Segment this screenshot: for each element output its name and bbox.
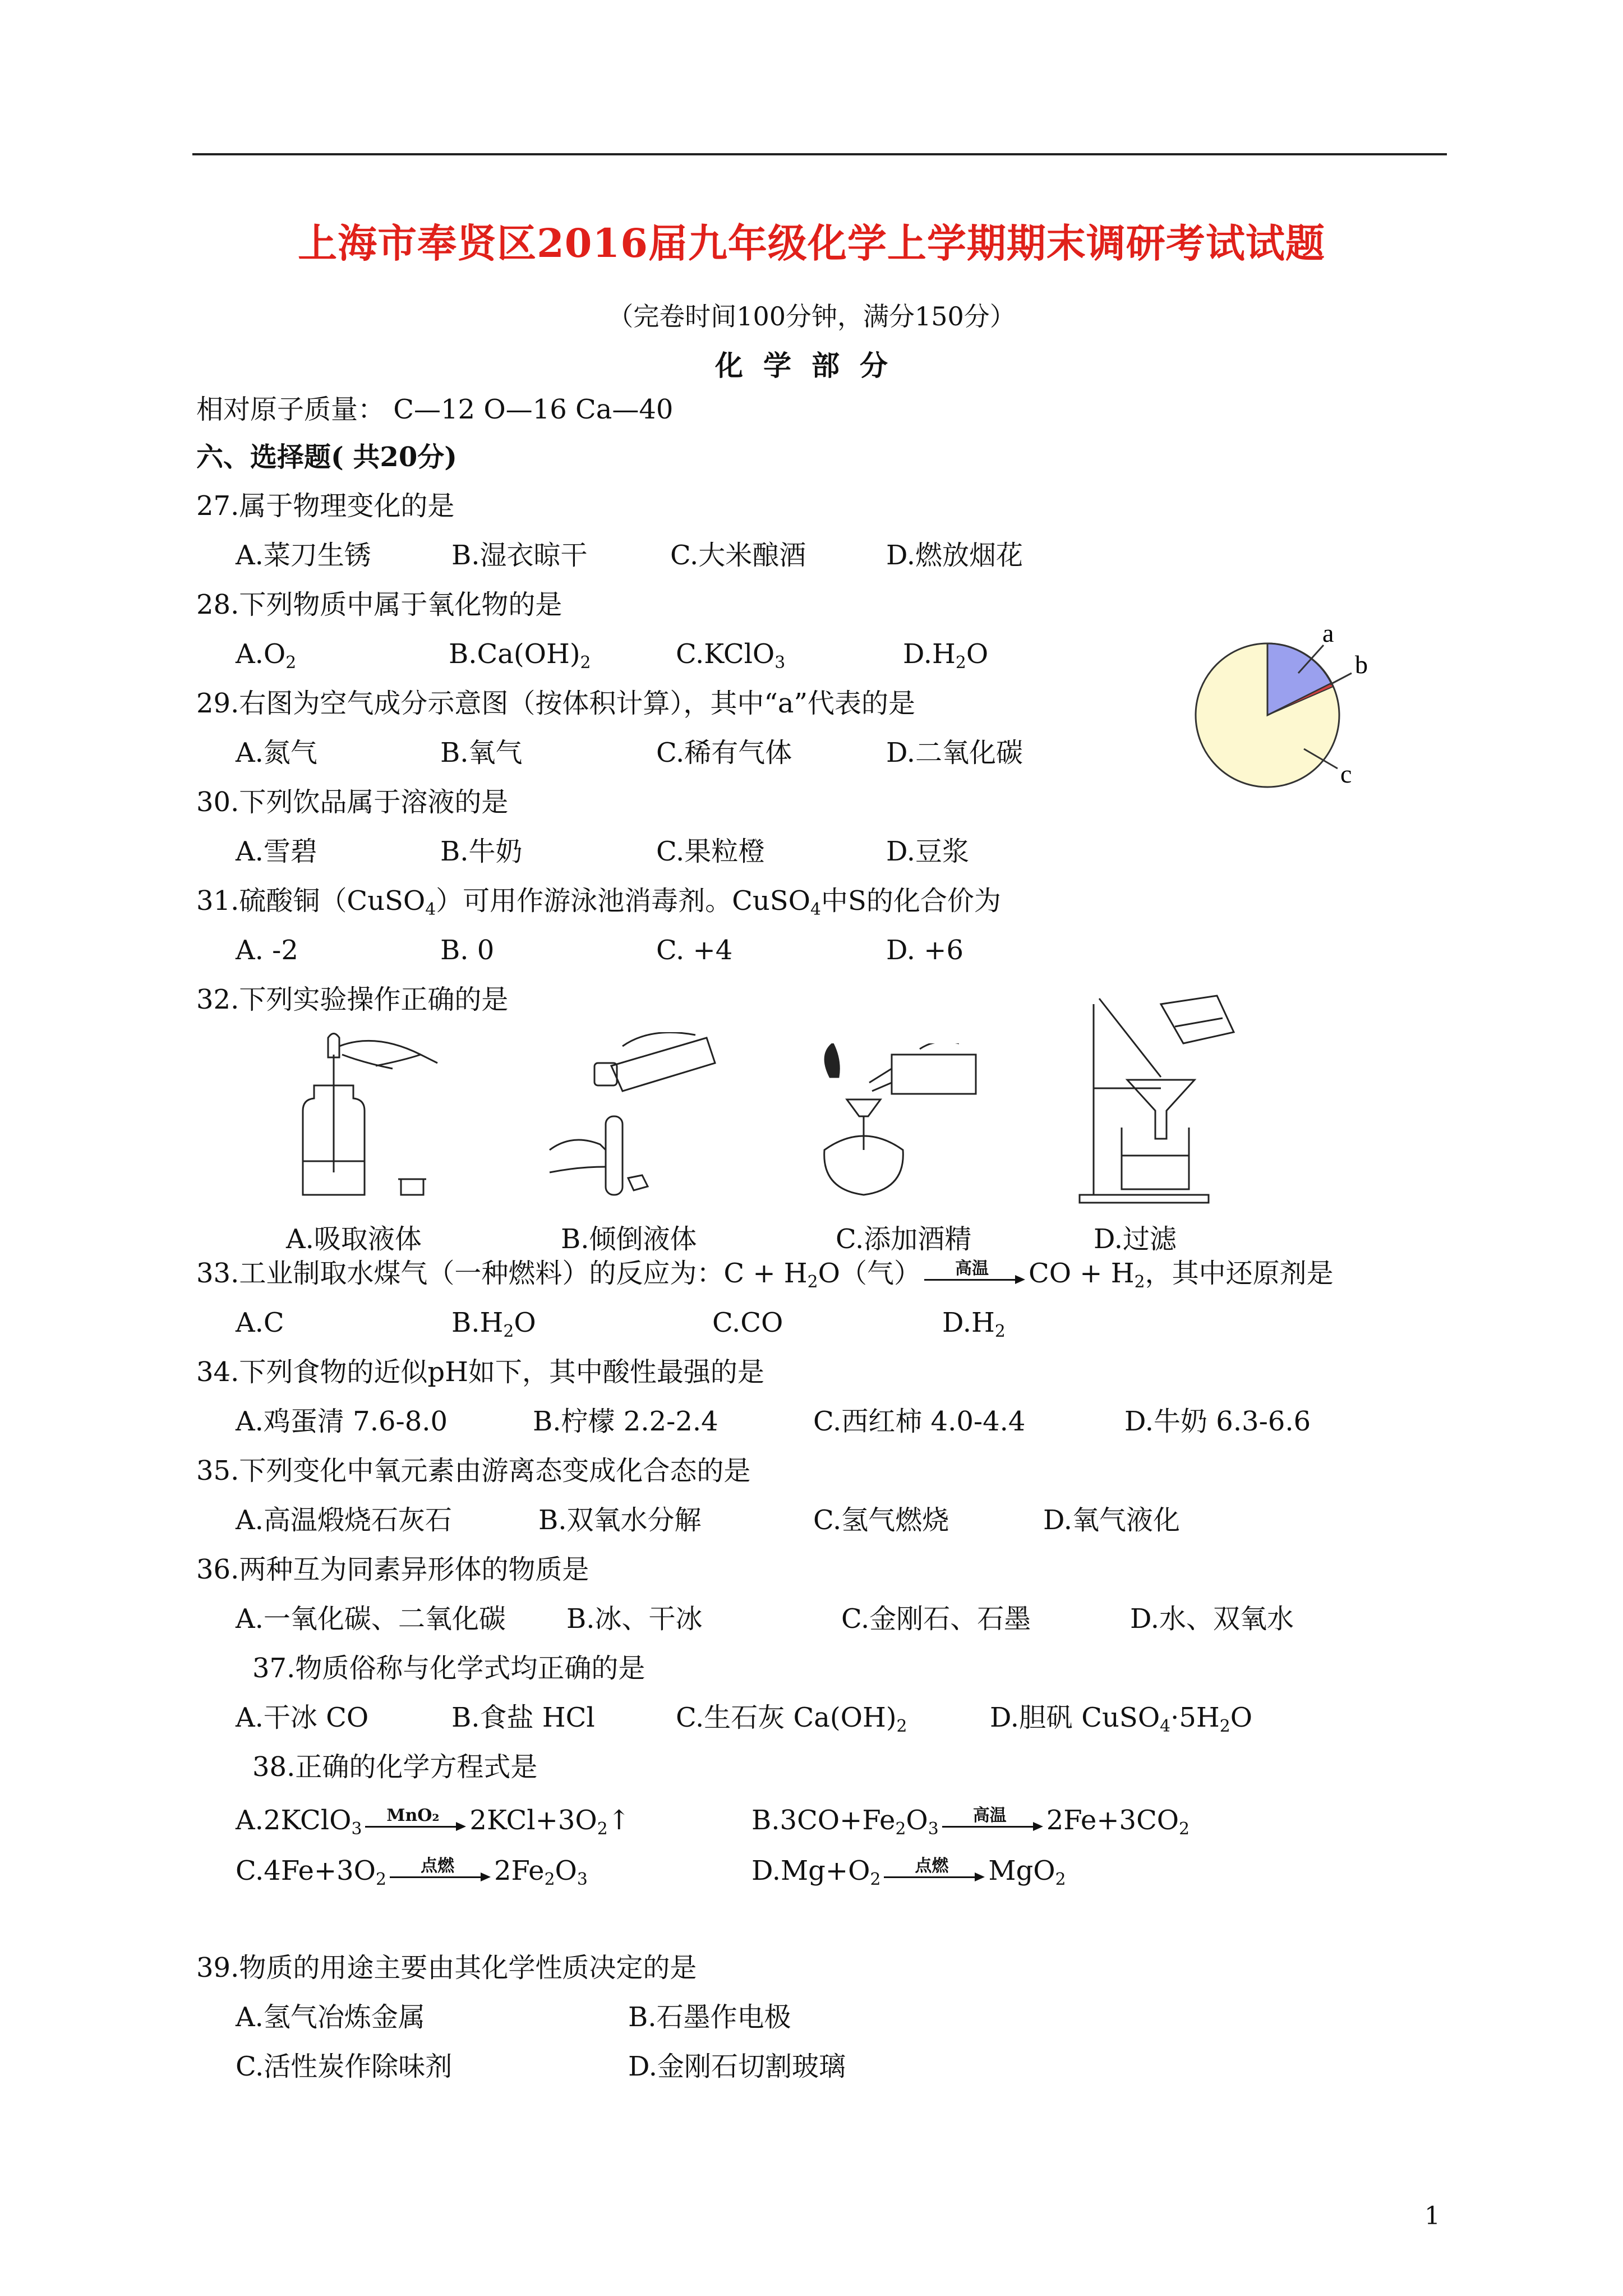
- q32-caption-c: C.添加酒精: [836, 1223, 972, 1255]
- q30-option-a: A.雪碧: [236, 836, 317, 867]
- q33-option-b: $B.H_2O$: [451, 1307, 536, 1341]
- q31-option-a: A. -2: [236, 935, 298, 966]
- q35-stem: 35.下列变化中氧元素由游离态变成化合态的是: [196, 1455, 751, 1487]
- q35-option-b: B.双氧水分解: [538, 1504, 702, 1536]
- header-rule: [192, 153, 1447, 155]
- q34-option-c: C.西红柿 4.0-4.4: [813, 1406, 1026, 1437]
- q28-stem: 28.下列物质中属于氧化物的是: [196, 589, 562, 620]
- exam-subtitle: （完卷时间100分钟，满分150分）: [607, 301, 1016, 332]
- q34-option-a: A.鸡蛋清 7.6-8.0: [236, 1406, 448, 1437]
- q29-option-d: D.二氧化碳: [886, 737, 1023, 769]
- q38-option-c: $C.4Fe+3O_2$ 点燃 $2Fe_2O_3$: [236, 1855, 588, 1889]
- q30-option-d: D.豆浆: [886, 836, 970, 867]
- q33-option-c: C.CO: [712, 1307, 783, 1338]
- q34-option-b: B.柠檬 2.2-2.4: [533, 1406, 718, 1437]
- q39-stem: 39.物质的用途主要由其化学性质决定的是: [196, 1952, 697, 1984]
- q27-option-d: D.燃放烟花: [886, 540, 1023, 571]
- alcohol-lamp-figure: [808, 1043, 998, 1200]
- q36-option-d: D.水、双氧水: [1130, 1603, 1294, 1635]
- q32-caption-a: A.吸取液体: [286, 1223, 422, 1255]
- q35-option-d: D.氧气液化: [1043, 1504, 1181, 1536]
- q37-option-a: A.干冰 CO: [236, 1702, 369, 1733]
- q37-option-c: C.生石灰 $Ca(OH)_2$: [676, 1702, 907, 1736]
- q39-option-a: A.氢气冶炼金属: [236, 2001, 425, 2033]
- q34-stem: 34.下列食物的近似pH如下，其中酸性最强的是: [196, 1356, 764, 1388]
- pouring-liquid-figure: [538, 1032, 729, 1200]
- q27-option-c: C.大米酿酒: [670, 540, 806, 571]
- q36-option-a: A.一氧化碳、二氧化碳: [236, 1603, 506, 1635]
- pie-label-a: a: [1322, 628, 1334, 647]
- q30-option-c: C.果粒橙: [656, 836, 766, 867]
- q29-option-a: A.氮气: [236, 737, 317, 769]
- reaction-arrow: MnO₂: [365, 1811, 466, 1834]
- q30-stem: 30.下列饮品属于溶液的是: [196, 786, 509, 818]
- q32-caption-b: B.倾倒液体: [561, 1223, 697, 1255]
- q34-option-d: D.牛奶 6.3-6.6: [1124, 1406, 1311, 1437]
- q29-option-b: B.氧气: [440, 737, 523, 769]
- reaction-arrow: 高温: [942, 1811, 1043, 1834]
- q38-option-b: $B.3CO+Fe_2O_3$ 高温 $2Fe+3CO_2$: [751, 1805, 1190, 1839]
- q38-stem: 38.正确的化学方程式是: [252, 1751, 538, 1783]
- q39-option-b: B.石墨作电极: [628, 2001, 791, 2033]
- page-number: 1: [1424, 2202, 1440, 2230]
- q29-option-c: C.稀有气体: [656, 737, 792, 769]
- q28-option-c: C.KClO$_3$: [676, 638, 786, 673]
- q36-option-c: C.金刚石、石墨: [841, 1603, 1031, 1635]
- q38-option-d: $D.Mg+O_2$ 点燃 MgO$_2$: [751, 1855, 1066, 1889]
- q28-option-a: $A.O_2$: [236, 638, 297, 673]
- q39-option-c: C.活性炭作除味剂: [236, 2051, 453, 2082]
- air-composition-pie: [1189, 628, 1402, 797]
- q37-stem: 37.物质俗称与化学式均正确的是: [252, 1653, 645, 1684]
- pointer-b: [1330, 673, 1352, 684]
- pie-label-c: c: [1340, 760, 1352, 788]
- relative-atomic-mass: 相对原子质量： C—12 O—16 Ca—40: [196, 394, 674, 425]
- page-title: 上海市奉贤区2016届九年级化学上学期期末调研考试试题: [298, 220, 1325, 266]
- reaction-arrow: 点燃: [884, 1862, 985, 1884]
- pie-label-b: b: [1355, 650, 1368, 679]
- q27-option-a: A.菜刀生锈: [236, 540, 371, 571]
- q38-option-a: A.2KClO$_3$ MnO₂ $2KCl+3O_2↑$: [236, 1805, 630, 1839]
- q31-option-d: D. +6: [886, 935, 964, 966]
- section-heading: 化学部分: [715, 349, 908, 382]
- q29-stem: 29.右图为空气成分示意图（按体积计算），其中“a”代表的是: [196, 688, 916, 719]
- q33-option-a: A.C: [236, 1307, 284, 1338]
- filtration-figure: [1077, 993, 1256, 1206]
- q28-option-d: $D.H_2O$: [903, 638, 989, 673]
- part-heading: 六、选择题( 共20分): [196, 441, 457, 473]
- q36-stem: 36.两种互为同素异形体的物质是: [196, 1554, 589, 1585]
- reaction-arrow: 高温: [924, 1264, 1025, 1287]
- q33-stem: 33.工业制取水煤气（一种燃料）的反应为：$C + H_2O$（气） 高温 CO + $H_2$，其中还原剂是: [196, 1258, 1334, 1292]
- q30-option-b: B.牛奶: [440, 836, 523, 867]
- dropper-bottle-figure: [292, 1032, 449, 1200]
- q35-option-a: A.高温煅烧石灰石: [236, 1504, 452, 1536]
- q39-option-d: D.金刚石切割玻璃: [628, 2051, 846, 2082]
- q27-stem: 27.属于物理变化的是: [196, 490, 455, 522]
- reaction-arrow: 点燃: [390, 1862, 491, 1884]
- q32-caption-d: D.过滤: [1094, 1223, 1177, 1255]
- q31-stem: 31.硫酸铜（CuSO$_4$）可用作游泳池消毒剂。CuSO$_4$中S的化合价为: [196, 885, 1001, 919]
- q37-option-d: D.胆矾 $CuSO_4\cdot 5H_2O$: [990, 1702, 1253, 1736]
- q35-option-c: C.氢气燃烧: [813, 1504, 949, 1536]
- q32-stem: 32.下列实验操作正确的是: [196, 984, 509, 1015]
- q28-option-b: $B.Ca(OH)_2$: [449, 638, 591, 673]
- q33-option-d: $D.H_2$: [942, 1307, 1006, 1341]
- q36-option-b: B.冰、干冰: [566, 1603, 703, 1635]
- q31-option-b: B. 0: [440, 935, 495, 966]
- q27-option-b: B.湿衣晾干: [451, 540, 588, 571]
- q37-option-b: B.食盐 HCl: [451, 1702, 595, 1733]
- q31-option-c: C. +4: [656, 935, 733, 966]
